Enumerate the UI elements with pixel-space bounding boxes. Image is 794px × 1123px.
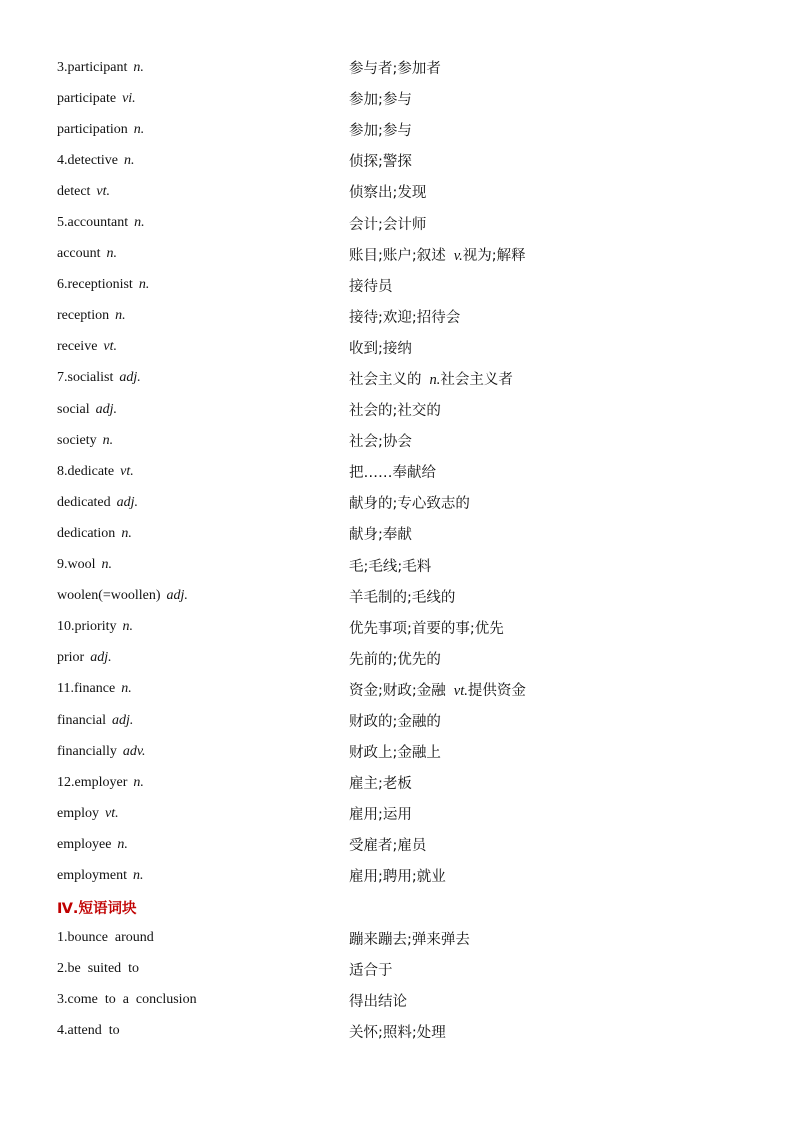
vocab-meaning: 献身的;专心致志的	[349, 496, 470, 513]
phrase-meaning: 得出结论	[349, 993, 407, 1010]
part-of-speech: vt.	[96, 183, 111, 199]
vocab-row	[0, 550, 794, 581]
vocab-meaning: 资金;财政;金融	[349, 682, 446, 699]
vocab-word-cell	[0, 153, 349, 169]
vocab-meaning: 雇主;老板	[349, 776, 412, 793]
vocab-meaning: 侦察出;发现	[349, 185, 427, 202]
vocab-row	[0, 332, 794, 363]
phrase-text: 1.bounce around	[57, 930, 154, 946]
vocab-meaning-cell	[349, 337, 412, 358]
part-of-speech: n.	[101, 557, 112, 573]
vocab-meaning-cell	[349, 586, 455, 607]
vocab-word: 5.accountant	[57, 215, 129, 231]
vocab-word-cell	[0, 184, 349, 200]
vocab-word: prior	[57, 650, 85, 666]
vocab-word-cell	[0, 339, 349, 355]
document-page	[0, 52, 794, 1047]
vocab-meaning-cell	[349, 399, 441, 420]
vocab-meaning: 把……奉献给	[349, 465, 436, 482]
part-of-speech: vt.	[105, 805, 119, 821]
vocab-row	[0, 860, 794, 891]
vocab-word: account	[57, 246, 101, 262]
phrase-text: 3.come to a conclusion	[57, 992, 197, 1008]
vocab-meaning-cell	[349, 57, 441, 78]
part-of-speech-secondary: vt.	[453, 682, 468, 699]
vocab-meaning: 雇用;聘用;就业	[349, 869, 446, 886]
vocab-meaning: 毛;毛线;毛料	[349, 558, 432, 575]
vocab-meaning-cell	[349, 555, 431, 576]
vocab-row	[0, 52, 794, 83]
vocab-meaning-cell	[349, 803, 412, 824]
vocab-meaning-cell	[349, 865, 446, 886]
part-of-speech: n.	[133, 867, 144, 883]
part-of-speech-secondary: v.	[453, 247, 463, 264]
vocab-word-cell	[0, 215, 349, 231]
vocab-row	[0, 705, 794, 736]
phrase-meaning: 蹦来蹦去;弹来弹去	[349, 931, 470, 948]
vocab-row	[0, 518, 794, 549]
vocab-word: dedication	[57, 525, 116, 541]
vocab-word-cell	[0, 713, 349, 729]
part-of-speech: n.	[102, 432, 114, 448]
vocab-word-cell	[0, 775, 349, 791]
part-of-speech: adj.	[166, 588, 188, 604]
vocab-row	[0, 363, 794, 394]
vocab-word-cell	[0, 526, 349, 542]
vocab-word-cell	[0, 277, 349, 293]
phrase-list	[0, 923, 794, 1047]
phrase-meaning: 适合于	[349, 962, 393, 979]
phrase-text: 4.attend to	[57, 1023, 120, 1039]
part-of-speech: n.	[134, 215, 145, 231]
vocab-word: participate	[57, 90, 117, 106]
vocab-row	[0, 581, 794, 612]
vocab-meaning: 社会的;社交的	[349, 403, 441, 420]
vocab-meaning-cell	[349, 834, 426, 855]
vocab-meaning-cell	[349, 492, 470, 513]
phrase-row	[0, 954, 794, 985]
vocab-word: woolen(=woollen)	[57, 588, 161, 604]
vocab-meaning-cell	[349, 213, 426, 234]
vocab-meaning: 参加;参与	[349, 123, 412, 140]
part-of-speech: n.	[122, 619, 133, 635]
part-of-speech: n.	[133, 59, 144, 75]
vocab-word-cell	[0, 806, 349, 822]
vocab-meaning-secondary: 社会主义者	[440, 371, 513, 388]
vocab-word-cell	[0, 308, 349, 324]
vocab-word-cell	[0, 619, 349, 635]
vocab-meaning-cell	[349, 523, 412, 544]
vocab-row	[0, 425, 794, 456]
vocab-word-cell	[0, 837, 349, 853]
vocab-word: social	[57, 401, 90, 417]
vocab-meaning: 受雇者;雇员	[349, 838, 427, 855]
vocab-word-cell	[0, 588, 349, 604]
part-of-speech: vt.	[103, 339, 118, 355]
vocab-meaning-cell	[349, 461, 436, 482]
vocab-row	[0, 176, 794, 207]
vocab-word-cell	[0, 433, 349, 449]
vocab-meaning: 参加;参与	[349, 92, 412, 109]
vocab-meaning: 财政的;金融的	[349, 714, 441, 731]
vocab-word-cell	[0, 650, 349, 666]
vocab-row	[0, 239, 794, 270]
part-of-speech: adj.	[116, 494, 139, 510]
vocab-word: society	[57, 432, 97, 448]
vocab-meaning-cell	[349, 306, 460, 327]
vocab-word: 4.detective	[57, 152, 119, 168]
vocab-row	[0, 829, 794, 860]
vocab-meaning: 财政上;金融上	[349, 745, 441, 762]
vocab-row	[0, 301, 794, 332]
vocab-word: 3.participant	[57, 59, 128, 75]
part-of-speech: n.	[138, 277, 150, 293]
part-of-speech: n.	[106, 246, 118, 262]
part-of-speech: vi.	[122, 90, 136, 106]
vocab-word: financially	[57, 743, 117, 759]
vocab-word-cell	[0, 495, 349, 511]
vocab-meaning: 账目;账户;叙述	[349, 247, 446, 264]
vocab-word-cell	[0, 744, 349, 760]
vocab-meaning: 羊毛制的;毛线的	[349, 589, 456, 606]
vocab-word: employment	[57, 867, 127, 883]
vocab-word-cell	[0, 868, 349, 884]
vocab-meaning: 侦探;警探	[349, 154, 412, 171]
vocab-row	[0, 487, 794, 518]
vocab-row	[0, 612, 794, 643]
vocab-meaning-cell	[349, 648, 441, 669]
vocab-row	[0, 114, 794, 145]
vocab-meaning: 优先事项;首要的事;优先	[349, 620, 504, 637]
vocab-meaning: 社会;协会	[349, 434, 412, 451]
vocab-word: reception	[57, 308, 110, 324]
vocab-meaning-cell	[349, 244, 526, 265]
part-of-speech: n.	[121, 525, 132, 541]
vocab-word-cell	[0, 91, 349, 107]
vocab-meaning: 参与者;参加者	[349, 61, 441, 78]
part-of-speech: n.	[117, 836, 128, 852]
vocab-word: 8.dedicate	[57, 463, 115, 479]
vocab-word-cell	[0, 557, 349, 573]
vocab-row	[0, 394, 794, 425]
vocab-word: financial	[57, 712, 106, 728]
vocab-row	[0, 83, 794, 114]
vocab-row	[0, 270, 794, 301]
vocab-word: dedicated	[57, 494, 111, 510]
vocab-meaning-cell	[349, 150, 412, 171]
vocab-word: 12.employer	[57, 774, 128, 790]
vocab-word: 9.wool	[57, 557, 96, 573]
vocab-word-cell	[0, 60, 349, 76]
part-of-speech: n.	[133, 121, 145, 137]
vocab-meaning-cell	[349, 275, 393, 296]
part-of-speech: n.	[133, 774, 144, 790]
phrase-row	[0, 985, 794, 1016]
vocab-meaning: 献身;奉献	[349, 527, 412, 544]
phrase-row	[0, 923, 794, 954]
vocab-meaning-cell	[349, 430, 412, 451]
vocabulary-list	[0, 52, 794, 892]
part-of-speech-secondary: n.	[429, 371, 441, 388]
part-of-speech: n.	[115, 308, 126, 324]
vocab-row	[0, 145, 794, 176]
vocab-row	[0, 643, 794, 674]
vocab-word: 7.socialist	[57, 370, 114, 386]
vocab-meaning: 社会主义的	[349, 371, 422, 388]
vocab-meaning-cell	[349, 741, 441, 762]
vocab-meaning-secondary: 提供资金	[467, 682, 526, 699]
vocab-row	[0, 736, 794, 767]
vocab-meaning-cell	[349, 368, 513, 389]
part-of-speech: n.	[124, 152, 135, 168]
vocab-row	[0, 798, 794, 829]
part-of-speech: adj.	[95, 401, 118, 417]
vocab-meaning-secondary: 视为;解释	[462, 247, 526, 264]
vocab-word-cell	[0, 370, 349, 386]
vocab-meaning-cell	[349, 772, 412, 793]
part-of-speech: adj.	[111, 712, 134, 728]
vocab-word: 10.priority	[57, 619, 117, 635]
vocab-word-cell	[0, 681, 349, 697]
vocab-word: receive	[57, 339, 98, 355]
vocab-meaning: 接待员	[349, 278, 393, 295]
vocab-meaning-cell	[349, 617, 504, 638]
vocab-row	[0, 767, 794, 798]
part-of-speech: vt.	[120, 463, 134, 479]
vocab-word: detect	[57, 183, 91, 199]
vocab-word-cell	[0, 464, 349, 480]
vocab-row	[0, 456, 794, 487]
vocab-word: 11.finance	[57, 681, 116, 697]
part-of-speech: adj.	[90, 650, 112, 666]
vocab-word: employ	[57, 805, 99, 821]
vocab-row	[0, 674, 794, 705]
vocab-word-cell	[0, 402, 349, 418]
vocab-word: participation	[57, 121, 128, 137]
phrase-text: 2.be suited to	[57, 961, 140, 977]
part-of-speech: n.	[121, 681, 132, 697]
vocab-meaning-cell	[349, 119, 412, 140]
vocab-word-cell	[0, 246, 349, 262]
vocab-word: employee	[57, 836, 112, 852]
vocab-word: 6.receptionist	[57, 277, 133, 293]
vocab-meaning-cell	[349, 88, 412, 109]
vocab-meaning: 先前的;优先的	[349, 651, 441, 668]
vocab-meaning: 雇用;运用	[349, 807, 412, 824]
vocab-row	[0, 207, 794, 238]
vocab-meaning-cell	[349, 710, 441, 731]
vocab-meaning: 会计;会计师	[349, 216, 427, 233]
phrase-row	[0, 1016, 794, 1047]
vocab-meaning-cell	[349, 181, 426, 202]
vocab-meaning-cell	[349, 679, 526, 700]
vocab-meaning: 接待;欢迎;招待会	[349, 309, 461, 326]
vocab-word-cell	[0, 122, 349, 138]
part-of-speech: adj.	[119, 370, 141, 386]
vocab-meaning: 收到;接纳	[349, 340, 412, 357]
part-of-speech: adv.	[122, 743, 146, 759]
section-heading: Ⅳ.短语词块	[57, 900, 137, 917]
phrase-meaning: 关怀;照料;处理	[349, 1024, 446, 1041]
